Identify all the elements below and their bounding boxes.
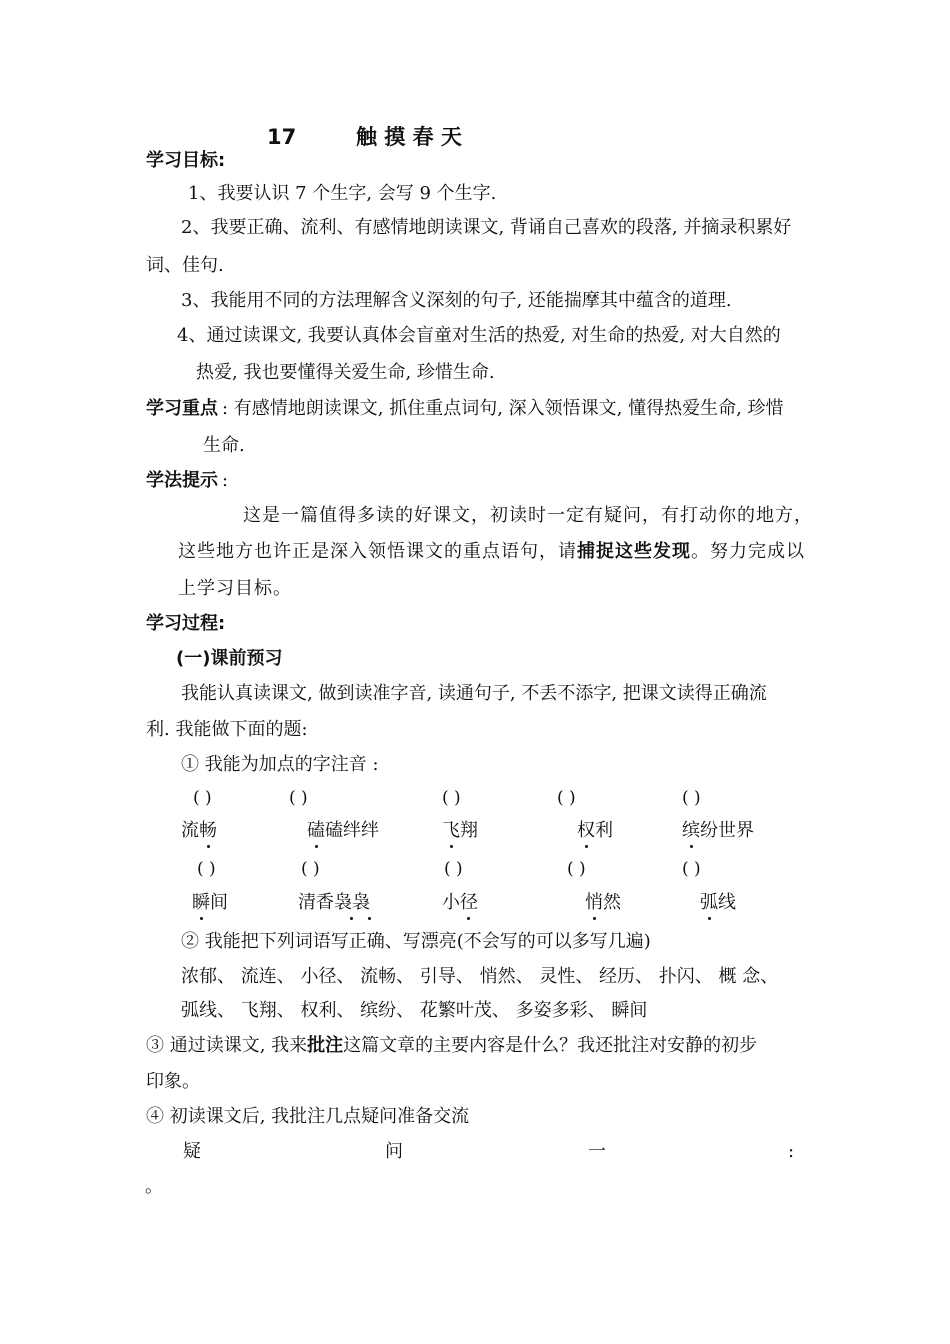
emphasis-dot bbox=[467, 917, 470, 920]
emphasis-dot bbox=[708, 917, 711, 920]
method-tips-line1: 这是一篇值得多读的好课文，初读时一定有疑问，有打动你的地方， bbox=[243, 505, 813, 526]
question-char: : bbox=[788, 1141, 795, 1162]
question-char: 问 bbox=[385, 1141, 403, 1162]
objective-4-line2: 热爱, 我也要懂得关爱生命, 珍惜生命. bbox=[196, 362, 495, 383]
question-char: 一 bbox=[588, 1141, 606, 1162]
method-tips-line2-post: 。努力完成以 bbox=[691, 541, 805, 562]
task-1-prompt: ① 我能为加点的字注音 : bbox=[181, 754, 379, 775]
pinyin-blank[interactable]: ( ) bbox=[567, 859, 586, 879]
key-points-label: 学习重点 bbox=[146, 398, 218, 419]
word-list-line1: 浓郁、 流连、 小径、 流畅、 引导、 悄然、 灵性、 经历、 扑闪、 概 念、 bbox=[181, 966, 779, 987]
word-list-line2: 弧线、 飞翔、 权利、 缤纷、 花繁叶茂、 多姿多彩、 瞬间 bbox=[181, 1000, 648, 1021]
task-3-line1 bbox=[146, 1037, 757, 1055]
pinyin-word: 小径 bbox=[442, 892, 478, 913]
section-1-label: (一)课前预习 bbox=[176, 648, 283, 669]
task-3-emphasis: 批注 bbox=[307, 1035, 344, 1056]
task-3-pre: ③ 通过读课文, 我来 bbox=[146, 1035, 308, 1056]
pinyin-blank[interactable]: ( ) bbox=[682, 859, 701, 879]
key-points-line1: : 有感情地朗读课文, 抓住重点词句, 深入领悟课文, 懂得热爱生命, 珍惜 bbox=[222, 398, 784, 419]
method-tips-label: 学法提示 bbox=[146, 470, 218, 491]
pinyin-blank[interactable]: ( ) bbox=[289, 788, 308, 808]
objective-1: 1、我要认识 7 个生字, 会写 9 个生字. bbox=[188, 183, 497, 204]
pinyin-word: 弧线 bbox=[700, 892, 736, 913]
task-2-prompt: ② 我能把下列词语写正确、写漂亮(不会写的可以多写几遍) bbox=[181, 931, 651, 952]
objective-3: 3、我能用不同的方法理解含义深刻的句子, 还能揣摩其中蕴含的道理. bbox=[181, 290, 732, 311]
question-char: 疑 bbox=[183, 1141, 201, 1162]
pinyin-word: 磕磕绊绊 bbox=[307, 820, 379, 841]
pinyin-word: 流畅 bbox=[181, 820, 217, 841]
emphasis-dot bbox=[350, 917, 353, 920]
emphasis-dot bbox=[585, 845, 588, 848]
pinyin-word: 权利 bbox=[577, 820, 613, 841]
pinyin-word: 清香袅袅 bbox=[298, 892, 370, 913]
emphasis-dot bbox=[207, 845, 210, 848]
pinyin-blank[interactable]: ( ) bbox=[682, 788, 701, 808]
pinyin-word: 缤纷世界 bbox=[682, 820, 754, 841]
emphasis-dot bbox=[200, 917, 203, 920]
emphasis-dot bbox=[593, 917, 596, 920]
pinyin-blank[interactable]: ( ) bbox=[197, 859, 216, 879]
objective-2-line1: 2、我要正确、流利、有感情地朗读课文, 背诵自己喜欢的段落, 并摘录积累好 bbox=[181, 217, 792, 238]
method-tips-colon: : bbox=[222, 470, 229, 491]
emphasis-dot bbox=[368, 917, 371, 920]
pinyin-blank[interactable]: ( ) bbox=[557, 788, 576, 808]
key-points-line2: 生命. bbox=[203, 435, 245, 456]
trailing-mark: 。 bbox=[145, 1176, 163, 1197]
process-label: 学习过程: bbox=[146, 613, 226, 634]
lesson-number: 17 bbox=[267, 125, 297, 149]
pinyin-blank[interactable]: ( ) bbox=[193, 788, 212, 808]
emphasis-dot bbox=[690, 845, 693, 848]
method-tips-line2-emphasis: 捕捉这些发现 bbox=[577, 541, 691, 562]
preview-intro-line1: 我能认真读课文, 做到读准字音, 读通句子, 不丢不添字, 把课文读得正确流 bbox=[181, 683, 767, 704]
emphasis-dot bbox=[315, 845, 318, 848]
pinyin-blank[interactable]: ( ) bbox=[301, 859, 320, 879]
pinyin-word: 悄然 bbox=[585, 892, 621, 913]
task-3-post: 这篇文章的主要内容是什么？我还批注对安静的初步 bbox=[343, 1035, 758, 1056]
method-tips-line2-pre: 这些地方也许正是深入领悟课文的重点语句，请 bbox=[178, 541, 577, 562]
pinyin-blank[interactable]: ( ) bbox=[444, 859, 463, 879]
objective-4-line1: 4、通过读课文, 我要认真体会盲童对生活的热爱, 对生命的热爱, 对大自然的 bbox=[177, 325, 781, 346]
pinyin-blank[interactable]: ( ) bbox=[442, 788, 461, 808]
lesson-title: 触 摸 春 天 bbox=[356, 125, 462, 149]
objective-2-line2: 词、佳句. bbox=[146, 255, 224, 276]
pinyin-word: 飞翔 bbox=[442, 820, 478, 841]
method-tips-line2 bbox=[178, 543, 805, 561]
objectives-label: 学习目标: bbox=[146, 150, 226, 171]
pinyin-word: 瞬间 bbox=[192, 892, 228, 913]
task-3-line2: 印象。 bbox=[146, 1071, 200, 1092]
task-4-prompt: ④ 初读课文后, 我批注几点疑问准备交流 bbox=[146, 1106, 470, 1127]
preview-intro-line2: 利. 我能做下面的题: bbox=[146, 719, 308, 740]
emphasis-dot bbox=[450, 845, 453, 848]
method-tips-line3: 上学习目标。 bbox=[178, 578, 292, 599]
